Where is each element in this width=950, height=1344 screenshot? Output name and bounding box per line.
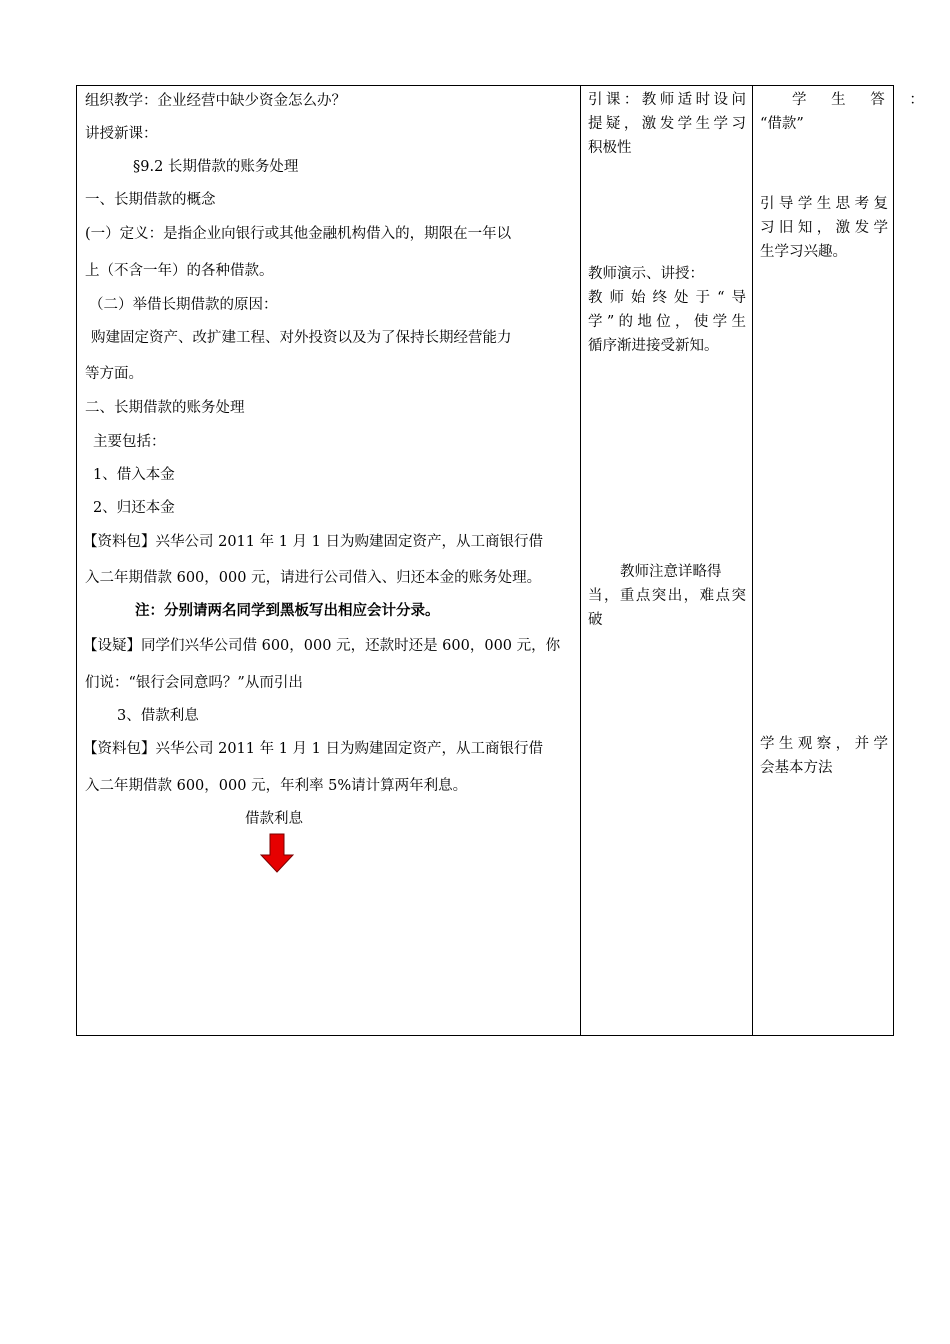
content-line: 二、长期借款的账务处理 — [85, 400, 245, 416]
content-line: 购建固定资产、改扩建工程、对外投资以及为了保持长期经营能力 — [91, 330, 512, 346]
content-line: 组织教学：企业经营中缺少资金怎么办？ — [85, 93, 346, 109]
lesson-plan-table — [76, 85, 934, 1036]
student-activity-column — [752, 86, 934, 1035]
teacher-note: 教师注意详略得 当，重点突出，难点突 破 — [588, 564, 746, 628]
teacher-activity-column — [580, 86, 752, 1035]
content-line: 入二年期借款 600，000 元，请进行公司借入、归还本金的账务处理。 — [85, 570, 542, 586]
section-heading: §9.2 长期借款的账务处理 — [133, 159, 299, 175]
content-line: 们说：“银行会同意吗？”从而引出 — [85, 675, 303, 691]
content-line: 3、借款利息 — [117, 708, 199, 724]
content-line: （二）举借长期借款的原因： — [89, 297, 278, 313]
teacher-note: 引课：教师适时设问 提疑，激发学生学习 积极性 — [588, 92, 746, 156]
lesson-content-column — [77, 86, 580, 1035]
content-line: 【资料包】兴华公司 2011 年 1 月 1 日为购建固定资产，从工商银行借 — [83, 741, 544, 757]
diagram-label: 借款利息 — [245, 811, 303, 827]
content-line: 1、借入本金 — [93, 467, 175, 483]
content-line: 【设疑】同学们兴华公司借 600，000 元，还款时还是 600，000 元，你 — [83, 638, 561, 654]
note-line: 注：分别请两名同学到黑板写出相应会计分录。 — [135, 603, 440, 619]
content-line: 上（不含一年）的各种借款。 — [85, 263, 274, 279]
content-line: 主要包括： — [93, 434, 166, 450]
student-note: 学 生 答 ： “借款” — [760, 92, 934, 132]
student-note: 学生观察，并学 会基本方法 — [760, 736, 888, 776]
content-line: 一、长期借款的概念 — [85, 192, 216, 208]
content-line: 【资料包】兴华公司 2011 年 1 月 1 日为购建固定资产，从工商银行借 — [83, 534, 544, 550]
content-line: 入二年期借款 600，000 元，年利率 5%请计算两年利息。 — [85, 778, 468, 794]
teacher-note: 教师演示、讲授： 教师始终处于“导 学”的地位，使学生 循序渐进接受新知。 — [588, 266, 746, 354]
content-line: (一）定义：是指企业向银行或其他金融机构借入的，期限在一年以 — [85, 226, 512, 242]
content-line: 等方面。 — [85, 366, 143, 382]
down-arrow-icon — [260, 833, 294, 873]
content-line: 2、归还本金 — [93, 500, 175, 516]
student-note: 引导学生思考复 习旧知，激发学 生学习兴趣。 — [760, 196, 888, 260]
content-line: 讲授新课： — [85, 126, 158, 142]
